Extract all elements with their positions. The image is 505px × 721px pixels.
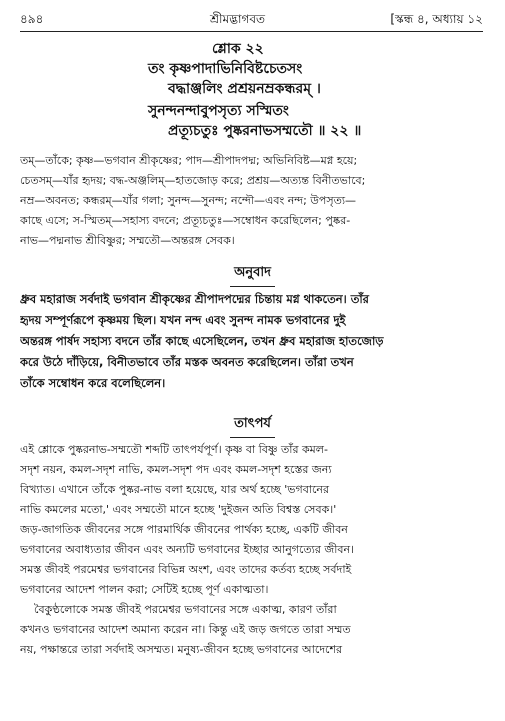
translation-heading: অনুবাদ <box>230 263 275 287</box>
purport-block <box>20 440 483 660</box>
synonym-line: চেতসম্—যাঁর হৃদয়; বদ্ধ-অঞ্জলিম্—হাতজোড় করে; প্রশ্রয়—অত্যন্ত বিনীতভাবে; <box>20 174 366 187</box>
verse-line: বদ্ধাঞ্জলিং প্রশ্রয়নম্রকন্ধরম্ । <box>168 81 321 97</box>
purport-heading-wrap <box>0 414 505 438</box>
section-reference: [স্কন্ধ ৪, অধ্যায় ১২ <box>390 12 483 26</box>
purport-line: এই শ্লোকে পুষ্করনাভ-সম্মতৌ শব্দটি তাৎপর্যপূর্ণ। কৃষ্ণ বা বিষ্ণু তাঁর কমল- <box>20 443 328 456</box>
synonym-line: তম্—তাঁকে; কৃষ্ণ—ভগবান শ্রীকৃষ্ণের; পাদ—শ্রীপাদপদ্ম; অভিনিবিষ্ট—মগ্ন হয়ে; <box>20 154 358 167</box>
purport-line: নাভি কমলের মতো,' এবং সম্মতৌ মানে হচ্ছে 'দুইজন অতি বিশ্বস্ত সেবক।' <box>20 503 337 516</box>
purport-line: জড়-জাগতিক জীবনের সঙ্গে পারমার্থিক জীবনের পার্থক্য হচ্ছে, একটি জীবন <box>20 523 348 536</box>
purport-heading: তাৎপর্য <box>230 414 275 438</box>
purport-line: বিখ্যাত। এখানে তাঁকে পুষ্কর-নাভ বলা হয়েছে, যার অর্থ হচ্ছে 'ভগবানের <box>20 483 330 496</box>
synonyms-block <box>20 151 483 251</box>
purport-line: সদৃশ নয়ন, কমল-সদৃশ নাভি, কমল-সদৃশ পদ এবং কমল-সদৃশ হস্তের জন্য <box>20 463 332 476</box>
running-header <box>20 8 483 28</box>
translation-line: তাঁকে সম্বোধন করে বলেছিলেন। <box>20 376 166 390</box>
synonym-line: কাছে এসে; স-স্মিতম্—সহাস্য বদনে; প্রত্যূচতুঃ—সম্বোধন করেছিলেন; পুষ্কর- <box>20 214 351 227</box>
synonym-line: নাভ—পদ্মনাভ শ্রীবিষ্ণুর; সম্মতৌ—অন্তরঙ্গ সেবক। <box>20 234 235 247</box>
purport-line: কখনও ভগবানের আদেশ অমান্য করেন না। কিন্তু এই জড় জগতে তারা সম্মত <box>20 623 351 636</box>
translation-line: হৃদয় সম্পূর্ণরূপে কৃষ্ণময় ছিল। যখন নন্দ এবং সুনন্দ নামক ভগবানের দুই <box>20 313 346 327</box>
purport-line: সমস্ত জীবই পরমেশ্বর ভগবানের বিভিন্ন অংশ, এবং তাদের কর্তব্য হচ্ছে সর্বদাই <box>20 563 352 576</box>
purport-line: ভগবানের অবাধ্যতার জীবন এবং অন্যটি ভগবানের ইচ্ছার আনুগত্যের জীবন। <box>20 543 355 556</box>
verse-line: সুনন্দনন্দাবুপসৃত্য সস্মিতং <box>148 103 289 119</box>
purport-line: নয়, পক্ষান্তরে তারা সর্বদাই অসম্মত। মনুষ্য-জীবন হচ্ছে ভগবানের আদেশের <box>20 643 342 656</box>
book-title: শ্রীমদ্ভাগবত <box>210 12 266 26</box>
synonym-line: নম্র—অবনত; কন্ধরম্—যাঁর গলা; সুনন্দ—সুনন্দ; নন্দৌ—এবং নন্দ; উপসৃত্য— <box>20 194 357 207</box>
verse-label: শ্লোক ২২ <box>212 41 264 57</box>
verse-line: প্রত্যূচতুঃ পুষ্করনাভসম্মতৌ ॥ ২২ ॥ <box>168 123 362 139</box>
translation-line: করে উঠে দাঁড়িয়ে, বিনীতভাবে তাঁর মস্তক অবনত করেছিলেন। তাঁরা তখন <box>20 355 354 369</box>
header-rule <box>20 31 483 32</box>
translation-block <box>20 289 483 394</box>
translation-line: ধ্রুব মহারাজ সর্বদাই ভগবান শ্রীকৃষ্ণের শ্রীপাদপদ্মের চিন্তায় মগ্ন থাকতেন। তাঁর <box>20 292 370 306</box>
verse-line: তং কৃষ্ণপাদাভিনিবিষ্টচেতসং <box>148 61 303 77</box>
page-number: ৪৯৪ <box>20 12 44 26</box>
translation-line: অন্তরঙ্গ পার্ষদ সহাস্য বদনে তাঁর কাছে এসেছিলেন, তখন ধ্রুব মহারাজ হাতজোড় <box>20 334 384 348</box>
purport-line: ভগবানের আদেশ পালন করা; সেটিই হচ্ছে পূর্ণ একাত্মতা। <box>20 583 269 596</box>
purport-line: বৈকুণ্ঠলোকে সমস্ত জীবই পরমেশ্বর ভগবানের সঙ্গে একাত্ম, কারণ তাঁরা <box>34 603 337 616</box>
translation-heading-wrap <box>0 263 505 287</box>
